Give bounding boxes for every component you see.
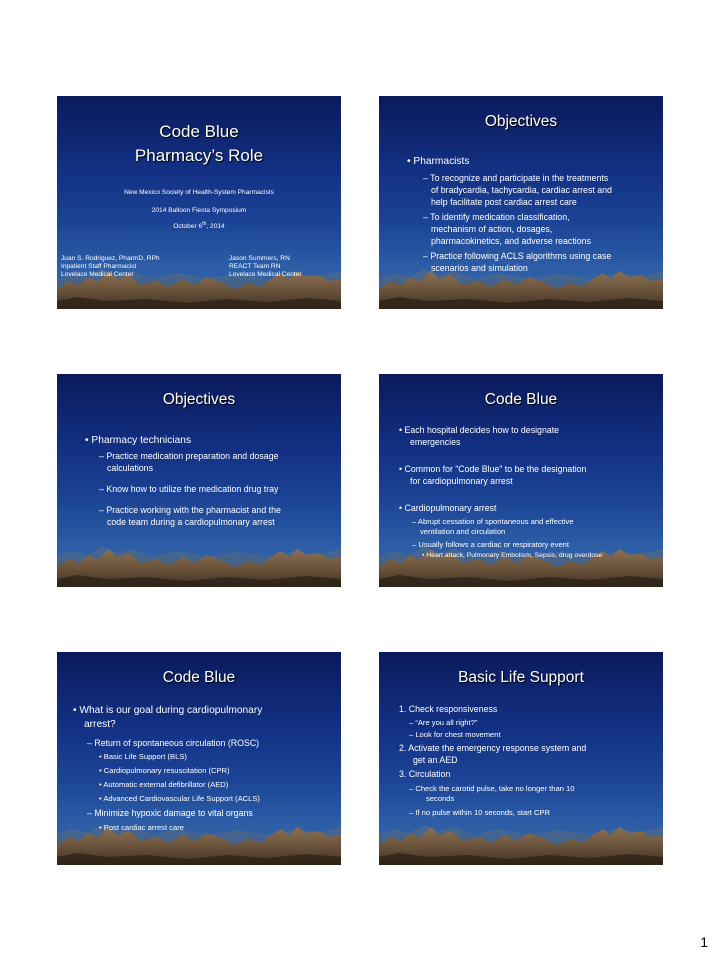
- slide-title-line-2: Pharmacy’s Role: [134, 146, 264, 165]
- bullet-line: • Each hospital decides how to designate: [399, 425, 560, 435]
- presenter-1-role: Inpatient Staff Pharmacist: [61, 263, 137, 270]
- sub-bullet-line: – Return of spontaneous circulation (ROSC): [87, 738, 260, 748]
- slide-6: [379, 652, 663, 865]
- slide-3: [57, 374, 341, 587]
- sub-bullet-line: scenarios and simulation: [431, 263, 528, 273]
- sub-item: – If no pulse within 10 seconds, start CPR: [409, 808, 550, 817]
- bullet-line: • Common for “Code Blue” to be the designation: [399, 464, 587, 474]
- sub-bullet-line: – Practice working with the pharmacist and the: [99, 505, 281, 515]
- numbered-item: 1. Check responsiveness: [399, 704, 498, 714]
- bullet-line: arrest?: [84, 719, 116, 730]
- bullet-pharmacy-technicians: • Pharmacy technicians: [85, 435, 192, 446]
- slide-title: Objectives: [162, 391, 236, 408]
- sub-bullet-line: – To identify medication classification,: [423, 212, 570, 222]
- sub-sub-bullet-line: • Advanced Cardiovascular Life Support (ACLS): [99, 794, 260, 803]
- sub-bullet-line: – Usually follows a cardiac or respiratory event: [412, 540, 570, 549]
- sub-bullet-line: – Know how to utilize the medication drug tray: [99, 484, 279, 494]
- organization-name: New Mexico Society of Health-System Pharmacists: [124, 189, 274, 196]
- sub-bullet-line: – Abrupt cessation of spontaneous and effective: [412, 517, 574, 526]
- event-date-year: , 2014: [206, 223, 225, 231]
- page-number: 1: [700, 934, 708, 950]
- slide-title: Objectives: [484, 113, 558, 130]
- event-name: 2014 Balloon Fiesta Symposium: [151, 207, 247, 214]
- presenter-1-name: Juan S. Rodriguez, PharmD, RPh: [61, 255, 160, 262]
- sub-bullet-line: – Practice medication preparation and dosage: [99, 451, 279, 461]
- slide-2: [379, 96, 663, 309]
- sub-bullet-line: pharmacokinetics, and adverse reactions: [431, 236, 591, 246]
- sub-item: – Look for chest movement: [409, 730, 501, 739]
- sub-bullet-line: calculations: [107, 463, 153, 473]
- sub-item: – “Are you all right?”: [409, 718, 478, 727]
- event-date-suffix: th: [202, 221, 207, 227]
- sub-sub-bullet-line: • Automatic external defibrillator (AED): [99, 780, 229, 789]
- slide-title: Code Blue: [484, 391, 558, 408]
- bullet-pharmacists: • Pharmacists: [407, 156, 470, 167]
- bullet-line: • What is our goal during cardiopulmonary: [73, 705, 263, 716]
- numbered-item: 2. Activate the emergency response system and: [399, 743, 587, 753]
- presenter-1-org: Lovelace Medical Center: [61, 271, 134, 278]
- slide-1: [57, 96, 341, 309]
- sub-bullet-line: – To recognize and participate in the treatments: [423, 173, 609, 183]
- event-date-main: October 6: [173, 223, 203, 231]
- sub-bullet-line: code team during a cardiopulmonary arrest: [107, 517, 275, 527]
- sub-bullet-line: ventilation and circulation: [420, 527, 506, 536]
- sub-bullet-line: of bradycardia, tachycardia, cardiac arrest and: [431, 185, 612, 195]
- numbered-item: get an AED: [413, 755, 458, 765]
- sub-bullet-line: mechanism of action, dosages,: [431, 224, 553, 234]
- presenter-2-role: REACT Team RN: [229, 263, 281, 270]
- event-date: [57, 220, 341, 231]
- slide-title-line-1: Code Blue: [159, 122, 239, 141]
- numbered-item: 3. Circulation: [399, 769, 451, 779]
- bullet-line: • Cardiopulmonary arrest: [399, 503, 497, 513]
- presenter-2-org: Lovelace Medical Center: [229, 271, 302, 278]
- sub-sub-bullet-line: • Post cardiac arrest care: [99, 823, 184, 832]
- presenter-2-name: Jason Summers, RN: [229, 255, 290, 262]
- sub-sub-bullet-line: • Heart attack, Pulmonary Embolism, Sepsis, drug overdose: [422, 552, 603, 559]
- slide-title: Code Blue: [162, 669, 236, 686]
- sub-sub-bullet-line: • Cardiopulmonary resuscitation (CPR): [99, 766, 230, 775]
- sub-bullet-line: – Minimize hypoxic damage to vital organs: [87, 808, 253, 818]
- sub-sub-bullet-line: • Basic Life Support (BLS): [99, 752, 187, 761]
- bullet-line: for cardiopulmonary arrest: [410, 476, 513, 486]
- bullet-line: emergencies: [410, 437, 461, 447]
- slide-title: Basic Life Support: [458, 669, 584, 686]
- sub-bullet-line: – Practice following ACLS algorithms using case: [423, 251, 612, 261]
- sub-item: seconds: [426, 794, 455, 803]
- slide-5: [57, 652, 341, 865]
- slide-4: [379, 374, 663, 587]
- sub-bullet-line: help facilitate post cardiac arrest care: [431, 197, 577, 207]
- sub-item: – Check the carotid pulse, take no longer than 10: [409, 784, 575, 793]
